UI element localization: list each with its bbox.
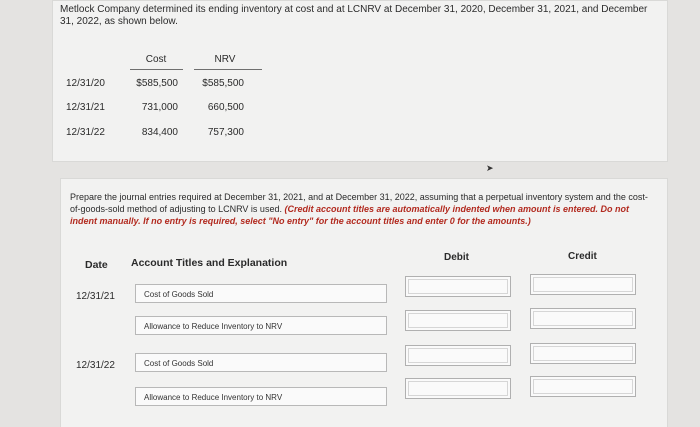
debit-input[interactable]: [405, 345, 511, 366]
instructions-text: Prepare the journal entries required at December 31, 2021, and at December 31, 2022, assuming that a perpetual inventory system and the cost-of-goods-sold method of adjusting to LCNRV is used.: [70, 192, 648, 214]
account-column-header: Account Titles and Explanation: [131, 257, 288, 269]
account-title-input[interactable]: Cost of Goods Sold: [135, 353, 387, 372]
instructions: [70, 191, 652, 227]
date-column-header: Date: [85, 259, 108, 271]
inventory-date: 12/31/21: [66, 102, 105, 113]
instructions-note: (Credit account titles are automatically indented when amount is entered. Do not indent manually. If no entry is required, select "No entry" for the account titles and enter 0 for the amounts.): [70, 204, 630, 226]
problem-intro: Metlock Company determined its ending inventory at cost and at LCNRV at December 31, 2020, December 31, 2021, and December 31, 2022, as shown below.: [60, 4, 648, 27]
inventory-nrv: $585,500: [202, 78, 244, 89]
inventory-date: 12/31/22: [66, 127, 105, 138]
mouse-cursor-icon: ➤: [486, 163, 494, 173]
cost-header: Cost: [145, 54, 167, 65]
credit-input[interactable]: [530, 343, 636, 364]
account-title-input[interactable]: Allowance to Reduce Inventory to NRV: [135, 316, 387, 335]
credit-input[interactable]: [530, 308, 636, 329]
debit-input[interactable]: [405, 378, 511, 399]
credit-input[interactable]: [530, 376, 636, 397]
inventory-cost: 731,000: [141, 102, 178, 113]
credit-input[interactable]: [530, 274, 636, 295]
inventory-cost: $585,500: [136, 78, 178, 89]
account-title-input[interactable]: Allowance to Reduce Inventory to NRV: [135, 387, 387, 406]
inventory-cost: 834,400: [141, 127, 178, 138]
nrv-header-rule: [194, 69, 262, 70]
inventory-nrv: 660,500: [207, 102, 244, 113]
inventory-date: 12/31/20: [66, 78, 105, 89]
entry-date: 12/31/22: [76, 360, 115, 371]
inventory-nrv: 757,300: [207, 127, 244, 138]
debit-input[interactable]: [405, 276, 511, 297]
account-title-input[interactable]: Cost of Goods Sold: [135, 284, 387, 303]
cost-header-rule: [130, 69, 183, 70]
entry-date: 12/31/21: [76, 291, 115, 302]
debit-column-header: Debit: [444, 252, 469, 263]
credit-column-header: Credit: [568, 251, 597, 262]
debit-input[interactable]: [405, 310, 511, 331]
nrv-header: NRV: [214, 54, 236, 65]
